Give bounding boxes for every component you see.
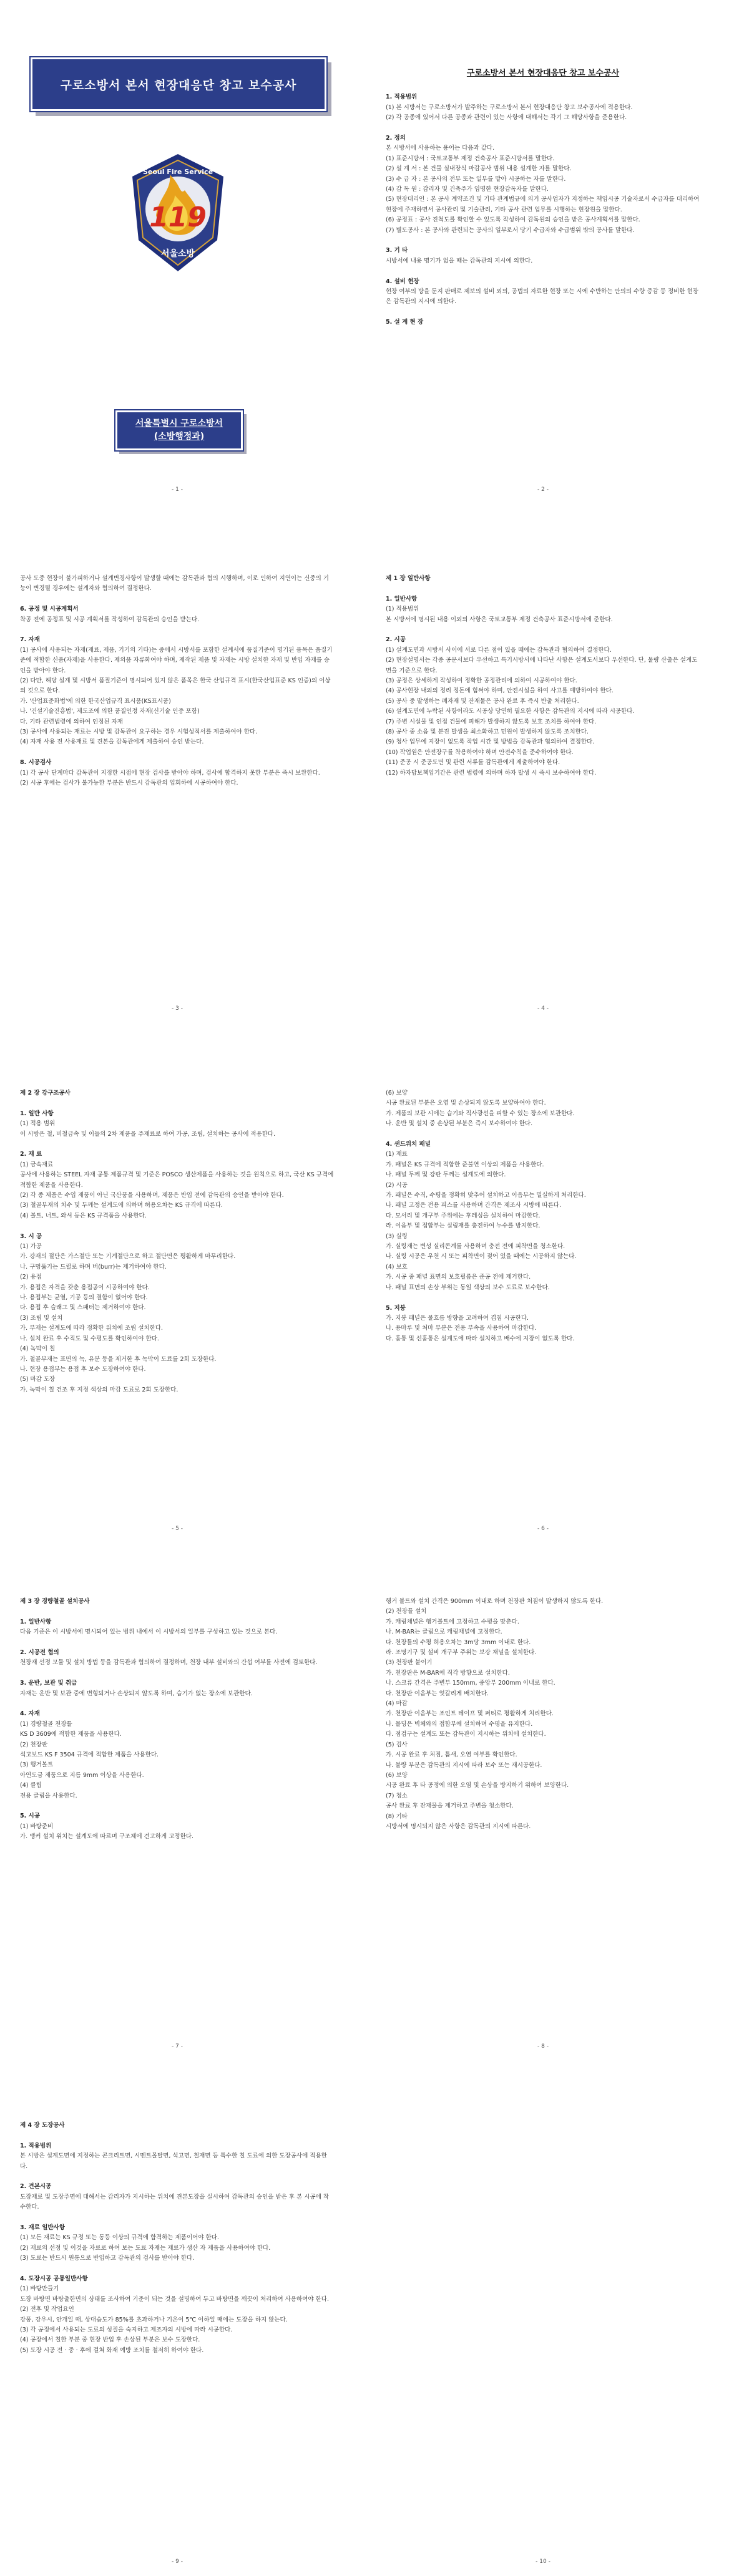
page-number: - 8 -	[537, 2043, 549, 2050]
spec-line: 다. 모서리 및 개구부 주위에는 후레싱을 설치하여 마감한다.	[386, 1212, 541, 1219]
page-4-body	[374, 574, 712, 923]
spec-line: 가. 천장판은 M-BAR에 직각 방향으로 설치한다.	[386, 1669, 510, 1677]
spec-line: (4) 볼트, 너트, 와셔 등은 KS 규격품을 사용한다.	[20, 1212, 147, 1219]
spec-line	[386, 625, 700, 635]
spec-line: 4. 설비 현장	[386, 278, 419, 285]
spec-line: 나. 패널 고정은 전용 피스를 사용하며 간격은 제조사 시방에 따른다.	[386, 1202, 561, 1209]
spec-line: 나. '건설기술진흥법', 제도조에 의한 품질인정 자재(신기술 인증 포함)	[20, 708, 200, 715]
spec-line: 3. 운반, 보관 및 취급	[20, 1680, 77, 1687]
spec-line: 나. 패널 표면의 손상 부위는 동일 색상의 보수 도료로 보수한다.	[386, 1284, 550, 1291]
emblem-city-text: 서울소방	[160, 249, 195, 259]
spec-line: (3) 조립 및 설치	[20, 1314, 63, 1322]
spec-line: (3) 천장판 붙이기	[386, 1659, 433, 1667]
spec-line: 다음 기준은 이 시방서에 명시되어 있는 범위 내에서 이 시방서의 일부를 구성하고 있는 것으로 본다.	[20, 1629, 278, 1636]
spec-line: 제 3 장 경량철골 설치공사	[20, 1598, 90, 1605]
spec-line: (1) 재료	[386, 1151, 408, 1158]
spec-line: 시방서에 내용 명기가 없을 때는 감독관의 지시에 의한다.	[386, 257, 533, 264]
spec-line: 가. '산업표준화법'에 의한 한국산업규격 표시품(KS표시품)	[20, 697, 171, 705]
spec-line: (2) 시공 후에는 검사가 불가능한 부분은 반드시 감독관의 입회하에 시공하여야 한다.	[20, 780, 238, 787]
page-6-lines	[386, 1088, 700, 1344]
spec-line: (2) 설 계 서 : 본 건물 실내장식 마감공사 범위 내용 설계한 자를 말한다.	[386, 165, 572, 173]
spec-line	[386, 1293, 700, 1303]
spec-line: (2) 시공	[386, 1181, 408, 1189]
emblem-number: 119	[149, 201, 207, 233]
spec-line	[20, 1699, 335, 1709]
page-number: - 10 -	[536, 2559, 550, 2565]
spec-line: 3. 기 타	[386, 247, 408, 254]
page-10-body	[374, 2121, 712, 2526]
spec-line: 자재는 운반 및 보관 중에 변형되거나 손상되지 않도록 하며, 습기가 없는 장소에 보관한다.	[20, 1690, 253, 1697]
page-3-lines	[20, 574, 335, 788]
spec-line: 공사 도중 현장이 불가피하거나 설계변경사항이 발생할 때에는 감독관과 협의 시행하며, 이로 인하여 지연이는 신중의 기능이 변경될 경우에는 설계자와 협의하여 결정한다.	[20, 575, 329, 593]
spec-line: (7) 별도공사 : 본 공사와 관련되는 공사의 일부로서 당기 수급자와 수급범위 밖의 공사를 말한다.	[386, 226, 635, 234]
spec-line: (2) 각 종 제품은 수입 제품이 아닌 국산품을 사용하며, 제품은 반입 전에 감독관의 승인을 받아야 한다.	[20, 1192, 284, 1199]
spec-line: 가. 시공 완료 후 처짐, 틈새, 오염 여부를 확인한다.	[386, 1751, 517, 1759]
spec-line: (6) 공정표 : 공사 진척도를 확인할 수 있도록 작성하여 감독원의 승인을 받은 공사계획서를 말한다.	[386, 216, 640, 224]
spec-line: 공사에 사용하는 STEEL 자재 공통 제품규격 및 기준은 POSCO 생산제품을 사용하는 것을 원칙으로 하고, 국산 KS 규격에 적합한 제품을 사용한다.	[20, 1171, 334, 1189]
spec-line: (1) 금속재료	[20, 1161, 54, 1168]
spec-line: (4) 공장에서 칠한 부분 중 현장 반입 후 손상된 부분은 보수 도장한다.	[20, 2336, 200, 2344]
spec-line: 7. 자재	[20, 636, 40, 644]
spec-line	[20, 2172, 335, 2182]
spec-line: (7) 주변 시설물 및 인접 건물에 피해가 발생하지 않도록 보호 조치를 하여야 한다.	[386, 718, 597, 725]
spec-line: 1. 일반사항	[386, 595, 418, 603]
spec-line: 라. 조명기구 및 설비 개구부 주위는 보강 채널을 설치한다.	[386, 1649, 537, 1657]
spec-line: 천장재 선정 모듈 및 설치 방법 등을 감독관과 협의하여 결정하며, 천장 내부 설비와의 간섭 여부를 사전에 검토한다.	[20, 1659, 318, 1667]
spec-line: 나. 구멍뚫기는 드릴로 하며 버(burr)는 제거하여야 한다.	[20, 1263, 167, 1271]
spec-line: 가. 철골부재는 표면의 녹, 유분 등을 제거한 후 녹막이 도료를 2회 도장한다.	[20, 1355, 217, 1363]
spec-line: 가. 강재의 절단은 가스절단 또는 기계절단으로 하고 절단면은 평활하게 마무리한다.	[20, 1253, 236, 1261]
spec-line: (5) 검사	[386, 1741, 408, 1748]
spec-line: (4) 녹막이 칠	[20, 1345, 56, 1353]
spec-line: 라. 이음부 및 접합부는 실링재를 충전하여 누수를 방지한다.	[386, 1223, 541, 1230]
spec-line: (2) 용접	[20, 1274, 42, 1281]
spec-line: (7) 청소	[386, 1792, 408, 1799]
spec-line: (5) 마감 도장	[20, 1376, 56, 1383]
spec-line: 나. 현장 용접부는 용접 후 보수 도장하여야 한다.	[20, 1365, 146, 1373]
spec-line: 아연도금 제품으로 지름 9mm 이상을 사용한다.	[20, 1771, 144, 1779]
page-9-body	[9, 2121, 346, 2526]
page-header: 구로소방서 본서 현장대응단 창고 보수공사	[466, 69, 620, 78]
spec-line: 1. 일반 사항	[20, 1110, 54, 1117]
spec-line: 1. 일반사항	[20, 1618, 52, 1625]
spec-line: (4) 보호	[386, 1263, 408, 1271]
spec-line: 나. 운반 및 설치 중 손상된 부분은 즉시 보수하여야 한다.	[386, 1120, 533, 1128]
spec-line: 본 시방서에 명시된 내용 이외의 사항은 국토교통부 제정 건축공사 표준시방서에 준한다.	[386, 616, 613, 623]
spec-line: (1) 표준시방서 : 국토교통부 제정 건축공사 표준시방서를 말한다.	[386, 155, 555, 162]
spec-line: (2) 천장틀 설치	[386, 1608, 427, 1615]
spec-line: 이 시방은 철, 비철금속 및 이들의 2차 제품을 주재료로 하여 가공, 조립, 설치하는 공사에 적용한다.	[20, 1130, 276, 1138]
page-8-body	[374, 1597, 712, 1971]
spec-line: 강풍, 강우시, 안개일 때, 상대습도가 85%를 초과하거나 기온이 5℃ 이하일 때에는 도장을 하지 않는다.	[20, 2316, 288, 2323]
spec-line	[386, 307, 700, 317]
spec-line: 본 시방서에 사용하는 용어는 다음과 같다.	[386, 145, 495, 152]
page-number: - 4 -	[537, 1005, 549, 1012]
spec-line: 가. 용접은 자격을 갖춘 용접공이 시공하여야 한다.	[20, 1284, 150, 1291]
page-3-body	[9, 574, 346, 923]
page-number: - 9 -	[172, 2559, 183, 2565]
spec-line: 가. 녹막이 칠 건조 후 지정 색상의 마감 도료로 2회 도장한다.	[20, 1386, 179, 1393]
spec-line: (6) 보양	[386, 1090, 408, 1097]
page-5-body	[9, 1088, 346, 1537]
spec-line: 나. 설치 완료 후 수직도 및 수평도를 확인하여야 한다.	[20, 1335, 159, 1342]
spec-line: 다. 용접 후 슬래그 및 스패터는 제거하여야 한다.	[20, 1304, 146, 1312]
page-number: - 2 -	[537, 487, 549, 493]
spec-line: 가. 패널은 수직, 수평을 정확히 맞추어 설치하고 이음부는 밀실하게 처리한다.	[386, 1192, 586, 1199]
spec-line	[20, 1668, 335, 1678]
spec-line: (4) 자재 사용 전 사용재료 및 견본을 감독관에게 제출하여 승인 받는다.	[20, 738, 204, 746]
spec-line: 2. 시공전 협의	[20, 1649, 59, 1656]
page-number: - 3 -	[172, 1005, 183, 1012]
cover-organization-box	[115, 410, 243, 450]
spec-line: 시공 완료된 부분은 오염 및 손상되지 않도록 보양하여야 한다.	[386, 1100, 546, 1107]
spec-line: 나. 몰딩은 벽체와의 접합부에 설치하며 수평을 유지한다.	[386, 1720, 533, 1728]
spec-line: (8) 기타	[386, 1813, 408, 1820]
page-number: - 7 -	[172, 2043, 183, 2050]
spec-line: 2. 시공	[386, 636, 406, 644]
spec-line: 착공 전에 공정표 및 시공 계획서를 작성하여 감독관의 승인을 받는다.	[20, 616, 200, 623]
spec-line	[20, 1638, 335, 1648]
spec-line: 나. 불량 부분은 감독관의 지시에 따라 보수 또는 재시공한다.	[386, 1761, 542, 1769]
spec-line: 다. 홈통 및 선홈통은 설계도에 따라 설치하고 배수에 지장이 없도록 한다.	[386, 1335, 575, 1342]
spec-line: 가. 지붕 패널은 물흐름 방향을 고려하여 겹침 시공한다.	[386, 1314, 529, 1322]
spec-line: (1) 적용 범위	[20, 1120, 56, 1128]
spec-line: (3) 각 공정에서 사용되는 도료의 성질을 숙지하고 제조자의 시방에 따라 시공한다.	[20, 2327, 233, 2334]
spec-line: (3) 도료는 반드시 원통으로 반입하고 감독관의 검사를 받아야 한다.	[20, 2255, 195, 2262]
page-number: - 5 -	[172, 1526, 183, 1532]
spec-line: KS D 3609에 적합한 제품을 사용한다.	[20, 1731, 122, 1738]
page-8-lines	[386, 1597, 700, 1832]
spec-line	[20, 1801, 335, 1811]
spec-line: 가. 패널은 KS 규격에 적합한 준불연 이상의 제품을 사용한다.	[386, 1161, 544, 1168]
spec-line: 6. 공정 및 시공계획서	[20, 606, 79, 613]
spec-line: 5. 설 계 현 장	[386, 319, 424, 326]
spec-line: 가. 시공 중 패널 표면의 보호필름은 준공 전에 제거한다.	[386, 1274, 531, 1281]
page-2-body	[374, 69, 712, 468]
spec-line: 1. 적용범위	[386, 94, 418, 101]
spec-line: (12) 하자담보책임기간은 관련 법령에 의하며 하자 발생 시 즉시 보수하여야 한다.	[386, 769, 597, 777]
spec-line: 8. 시공검사	[20, 759, 52, 767]
spec-line: (3) 실링	[386, 1232, 408, 1240]
spec-line: (2) 천장판	[20, 1741, 48, 1748]
spec-line: (5) 도장 시공 전 · 중 · 후에 걸쳐 화재 예방 조치를 철저히 하여야 한다.	[20, 2346, 204, 2354]
spec-line	[20, 2131, 335, 2141]
spec-line: 1. 적용범위	[20, 2142, 52, 2149]
spec-line: 시공 완료 후 타 공정에 의한 오염 및 손상을 방지하기 위하여 보양한다.	[386, 1782, 569, 1789]
spec-line: 5. 지붕	[386, 1304, 406, 1312]
spec-line: (1) 설계도면과 시방서 사이에 서로 다른 점이 있을 때에는 감독관과 협의하여 결정한다.	[386, 646, 612, 654]
spec-line: 나. 용접부는 균열, 기공 등의 결함이 없어야 한다.	[20, 1294, 148, 1302]
spec-line: (3) 철골부재의 치수 및 두께는 설계도에 의하며 허용오차는 KS 규격에 따른다.	[20, 1202, 223, 1209]
spec-line: (4) 마감	[386, 1700, 408, 1708]
page-7-body	[9, 1597, 346, 1971]
spec-line: 4. 자재	[20, 1710, 40, 1718]
spec-line: (1) 적용범위	[386, 606, 419, 613]
spec-line: (4) 감 독 원 : 감리자 및 건축주가 임명한 현장감독자를 말한다.	[386, 186, 549, 193]
spec-line	[386, 266, 700, 276]
spec-line: (1) 바탕준비	[20, 1823, 54, 1830]
spec-line: (1) 각 공사 단계마다 감독관이 지정한 시점에 현장 검사를 받아야 하며, 검사에 합격하지 못한 부분은 즉시 보완한다.	[20, 769, 320, 777]
spec-line: 전용 클립을 사용한다.	[20, 1792, 77, 1799]
spec-line	[20, 594, 335, 604]
spec-line: 제 4 장 도장공사	[20, 2122, 65, 2129]
spec-line: 5. 시공	[20, 1813, 40, 1820]
spec-line: 현장 여부의 방을 둔지 판매로 제보의 설비 외의, 공법의 자료한 현장 또는 시에 수반하는 안의의 수량 증감 등 정비한 현장은 감독관의 지시에 의한다.	[386, 288, 698, 306]
cover-org-line1: 서울특별시 구로소방서	[135, 419, 223, 429]
spec-line: 나. 스크류 간격은 주변부 150mm, 중앙부 200mm 이내로 한다.	[386, 1680, 555, 1687]
page-number: - 1 -	[172, 487, 183, 493]
spec-line	[20, 748, 335, 758]
spec-line: (3) 행거볼트	[20, 1761, 54, 1769]
spec-line: (6) 설계도면에 누락된 사항이라도 시공상 당연히 필요한 사항은 감독관의 지시에 따라 시공한다.	[386, 708, 635, 715]
spec-line: 본 시방은 설계도면에 지정하는 콘크리트면, 시멘트몰탈면, 석고면, 철재면 등 특수한 칠 도료에 의한 도장공사에 적용한다.	[20, 2152, 327, 2170]
cover-title: 구로소방서 본서 현장대응단 창고 보수공사	[31, 57, 326, 111]
cover-org-line2: (소방행정과)	[154, 432, 205, 442]
spec-line: 나. 실링 시공은 우천 시 또는 피착면이 젖어 있을 때에는 시공하지 않는다.	[386, 1253, 577, 1261]
spec-line: (2) 현장설명서는 각종 공문서보다 우선하고 특기시방서에 나타난 사항은 설계도서보다 우선한다. 단, 물량 산출은 설계도면을 기준으로 한다.	[386, 657, 698, 674]
spec-line: 나. 용마루 및 처마 부분은 전용 부속을 사용하여 마감한다.	[386, 1325, 537, 1332]
spec-line: 도장 바탕면 바탕출한면의 상태를 조사하여 기준이 되는 것을 설명하여 두고 바탕면을 깨끗이 처리하여 사용하여야 한다.	[20, 2295, 329, 2303]
spec-line: (6) 보양	[386, 1771, 408, 1779]
spec-line: (3) 공정은 상세하게 작성하여 정확한 공정관리에 의하여 시공하여야 한다.	[386, 677, 577, 685]
page-6-body	[374, 1088, 712, 1488]
spec-line: 다. 기타 관련법령에 의하여 인정된 자재	[20, 718, 123, 725]
spec-line: (3) 수 급 자 : 본 공사의 전부 또는 일부를 맡아 시공하는 자를 말한다.	[386, 175, 566, 183]
page-5-lines	[20, 1088, 335, 1395]
spec-line: (11) 준공 시 준공도면 및 관련 서류를 감독관에게 제출하여야 한다.	[386, 759, 560, 767]
spec-line: (4) 공사현장 내외의 정리 정돈에 힘써야 하며, 안전시설을 하여 사고를 예방하여야 한다.	[386, 687, 614, 695]
spec-line: 나. 패널 두께 및 강판 두께는 설계도에 의한다.	[386, 1171, 506, 1179]
spec-line: 4. 도장시공 공통일반사항	[20, 2275, 88, 2283]
spec-line: 다. 천장틀의 수평 허용오차는 3m당 3mm 이내로 한다.	[386, 1639, 531, 1646]
spec-line: 3. 재료 일반사항	[20, 2224, 65, 2232]
spec-line	[20, 1607, 335, 1617]
spec-line: (2) 재료의 선정 및 이것을 자료로 하여 보는 도료 자재는 재료가 생산 자 제품을 사용하여야 한다.	[20, 2244, 271, 2252]
spec-line: (8) 공사 중 소음 및 분진 발생을 최소화하고 민원이 발생하지 않도록 조치한다.	[386, 729, 589, 736]
spec-line: (1) 모든 재료는 KS 규정 또는 동등 이상의 규격에 합격하는 제품이어야 한다.	[20, 2234, 219, 2242]
spec-line: 가. 실링재는 변성 실리콘계를 사용하며 충전 전에 피착면을 청소한다.	[386, 1243, 565, 1251]
spec-line: 다. 천장판 이음부는 엇갈리게 배치한다.	[386, 1690, 489, 1697]
spec-line	[20, 1221, 335, 1231]
fire-service-emblem-icon	[112, 147, 243, 303]
spec-line: 가. 앵커 설치 위치는 설계도에 따르며 구조체에 견고하게 고정한다.	[20, 1833, 193, 1841]
spec-line: (9) 청사 업무에 지장이 없도록 작업 시간 및 방법을 감독관과 협의하여 결정한다.	[386, 738, 595, 746]
spec-line: 가. 캐링채널은 행거볼트에 고정하고 수평을 맞춘다.	[386, 1618, 519, 1625]
spec-line	[20, 2264, 335, 2274]
spec-line	[20, 625, 335, 635]
spec-line: 도장재료 및 도장주면에 대해서는 감리자가 지시하는 위치에 견본도장을 실시하여 감독관의 승인을 받은 후 본 시공에 착수한다.	[20, 2193, 329, 2211]
spec-line: 제 1 장 일반사항	[386, 575, 431, 582]
spec-line: 시방서에 명시되지 않은 사항은 감독관의 지시에 따른다.	[386, 1823, 531, 1830]
spec-line	[20, 1098, 335, 1108]
spec-line: 공사 완료 후 잔재물을 제거하고 주변을 청소한다.	[386, 1803, 514, 1810]
spec-line: 행거 볼트와 설치 간격은 900mm 이내로 하며 천장판 처짐이 발생하지 않도록 한다.	[386, 1598, 604, 1605]
spec-line: (1) 경량철골 천장틀	[20, 1720, 72, 1728]
emblem-top-text: Seoul Fire Service	[142, 168, 213, 176]
spec-line: 가. 부재는 설계도에 따라 정확한 위치에 조립 설치한다.	[20, 1325, 164, 1332]
spec-line: (2) 전후 및 작업요인	[20, 2306, 74, 2313]
spec-line: (1) 공사에 사용되는 자재(재료, 제품, 기기의 기타)는 중에서 시방서를 포함한 설계서에 품질기준이 명기된 품목은 품질기준에 적합한 신품(자재)을 사용한다. 제외품 자류화여야 하며, 제작된 제품 및 자재는 시방 설치한 자재 및 반입 자재를 승인을 받아야 한다.	[20, 646, 333, 674]
spec-line: (1) 바탕만들기	[20, 2285, 59, 2293]
spec-line: 3. 시 공	[20, 1232, 42, 1240]
spec-line: (2) 각 공종에 있어서 다른 공종과 관련이 있는 사항에 대해서는 각기 그 해당사항을 준용한다.	[386, 114, 627, 122]
spec-line	[386, 123, 700, 133]
spec-line: (5) 현장대리인 : 본 공사 계약조건 및 기타 관계법규에 의거 공사업자가 지정하는 책임시공 기술자로서 수급자를 대리하여 현장에 주재하면서 공사관리 및 기술관리, 기타 공사 관련 업무를 시행하는 현장원을 말한다.	[386, 196, 700, 213]
spec-line: 2. 정의	[386, 135, 406, 142]
spec-line	[386, 1130, 700, 1140]
spec-line: (1) 가공	[20, 1243, 42, 1251]
spec-line: (2) 다만, 해당 설계 및 시방서 품질기준이 명시되어 있지 않은 품목은 한국 산업규격 표시(한국산업표준 KS 인증)의 이상의 것으로 한다.	[20, 677, 331, 695]
spec-line: 가. 제품의 보관 시에는 습기와 직사광선을 피할 수 있는 장소에 보관한다.	[386, 1110, 575, 1117]
spec-line: (5) 공사 중 발생하는 폐자재 및 잔재물은 공사 완료 후 즉시 반출 처리한다.	[386, 697, 579, 705]
spec-line: 석고보드 KS F 3504 규격에 적합한 제품을 사용한다.	[20, 1751, 159, 1759]
spec-line: (3) 공사에 사용되는 재료는 시방 및 감독관이 요구하는 경우 시험성적서를 제출하여야 한다.	[20, 729, 258, 736]
spec-line	[386, 584, 700, 594]
spec-line: 2. 재 료	[20, 1151, 42, 1158]
spec-line: 나. M-BAR는 클립으로 캐링채널에 고정한다.	[386, 1629, 502, 1636]
spec-line	[386, 236, 700, 246]
spec-line: (10) 작업원은 안전장구를 착용하여야 하며 안전수칙을 준수하여야 한다.	[386, 748, 574, 756]
spec-line: (1) 본 시방서는 구로소방서가 발주하는 구로소방서 본서 현장대응단 창고 보수공사에 적용한다.	[386, 104, 633, 111]
spec-line: 제 2 장 강구조공사	[20, 1090, 71, 1097]
page-7-lines	[20, 1597, 335, 1842]
spec-line	[20, 2213, 335, 2223]
page-9-lines	[20, 2121, 335, 2356]
spec-line: 4. 샌드위치 패널	[386, 1141, 431, 1148]
page-2-lines	[386, 92, 700, 327]
spec-line: 가. 천장판 이음부는 조인트 테이프 및 퍼티로 평활하게 처리한다.	[386, 1710, 554, 1718]
spec-line	[20, 1140, 335, 1150]
spec-line: 다. 점검구는 설계도 또는 감독관이 지시하는 위치에 설치한다.	[386, 1731, 546, 1738]
page-4-lines	[386, 574, 700, 778]
spec-line: (4) 클립	[20, 1782, 42, 1789]
spec-line: 2. 견본시공	[20, 2183, 52, 2191]
page-number: - 6 -	[537, 1526, 549, 1532]
